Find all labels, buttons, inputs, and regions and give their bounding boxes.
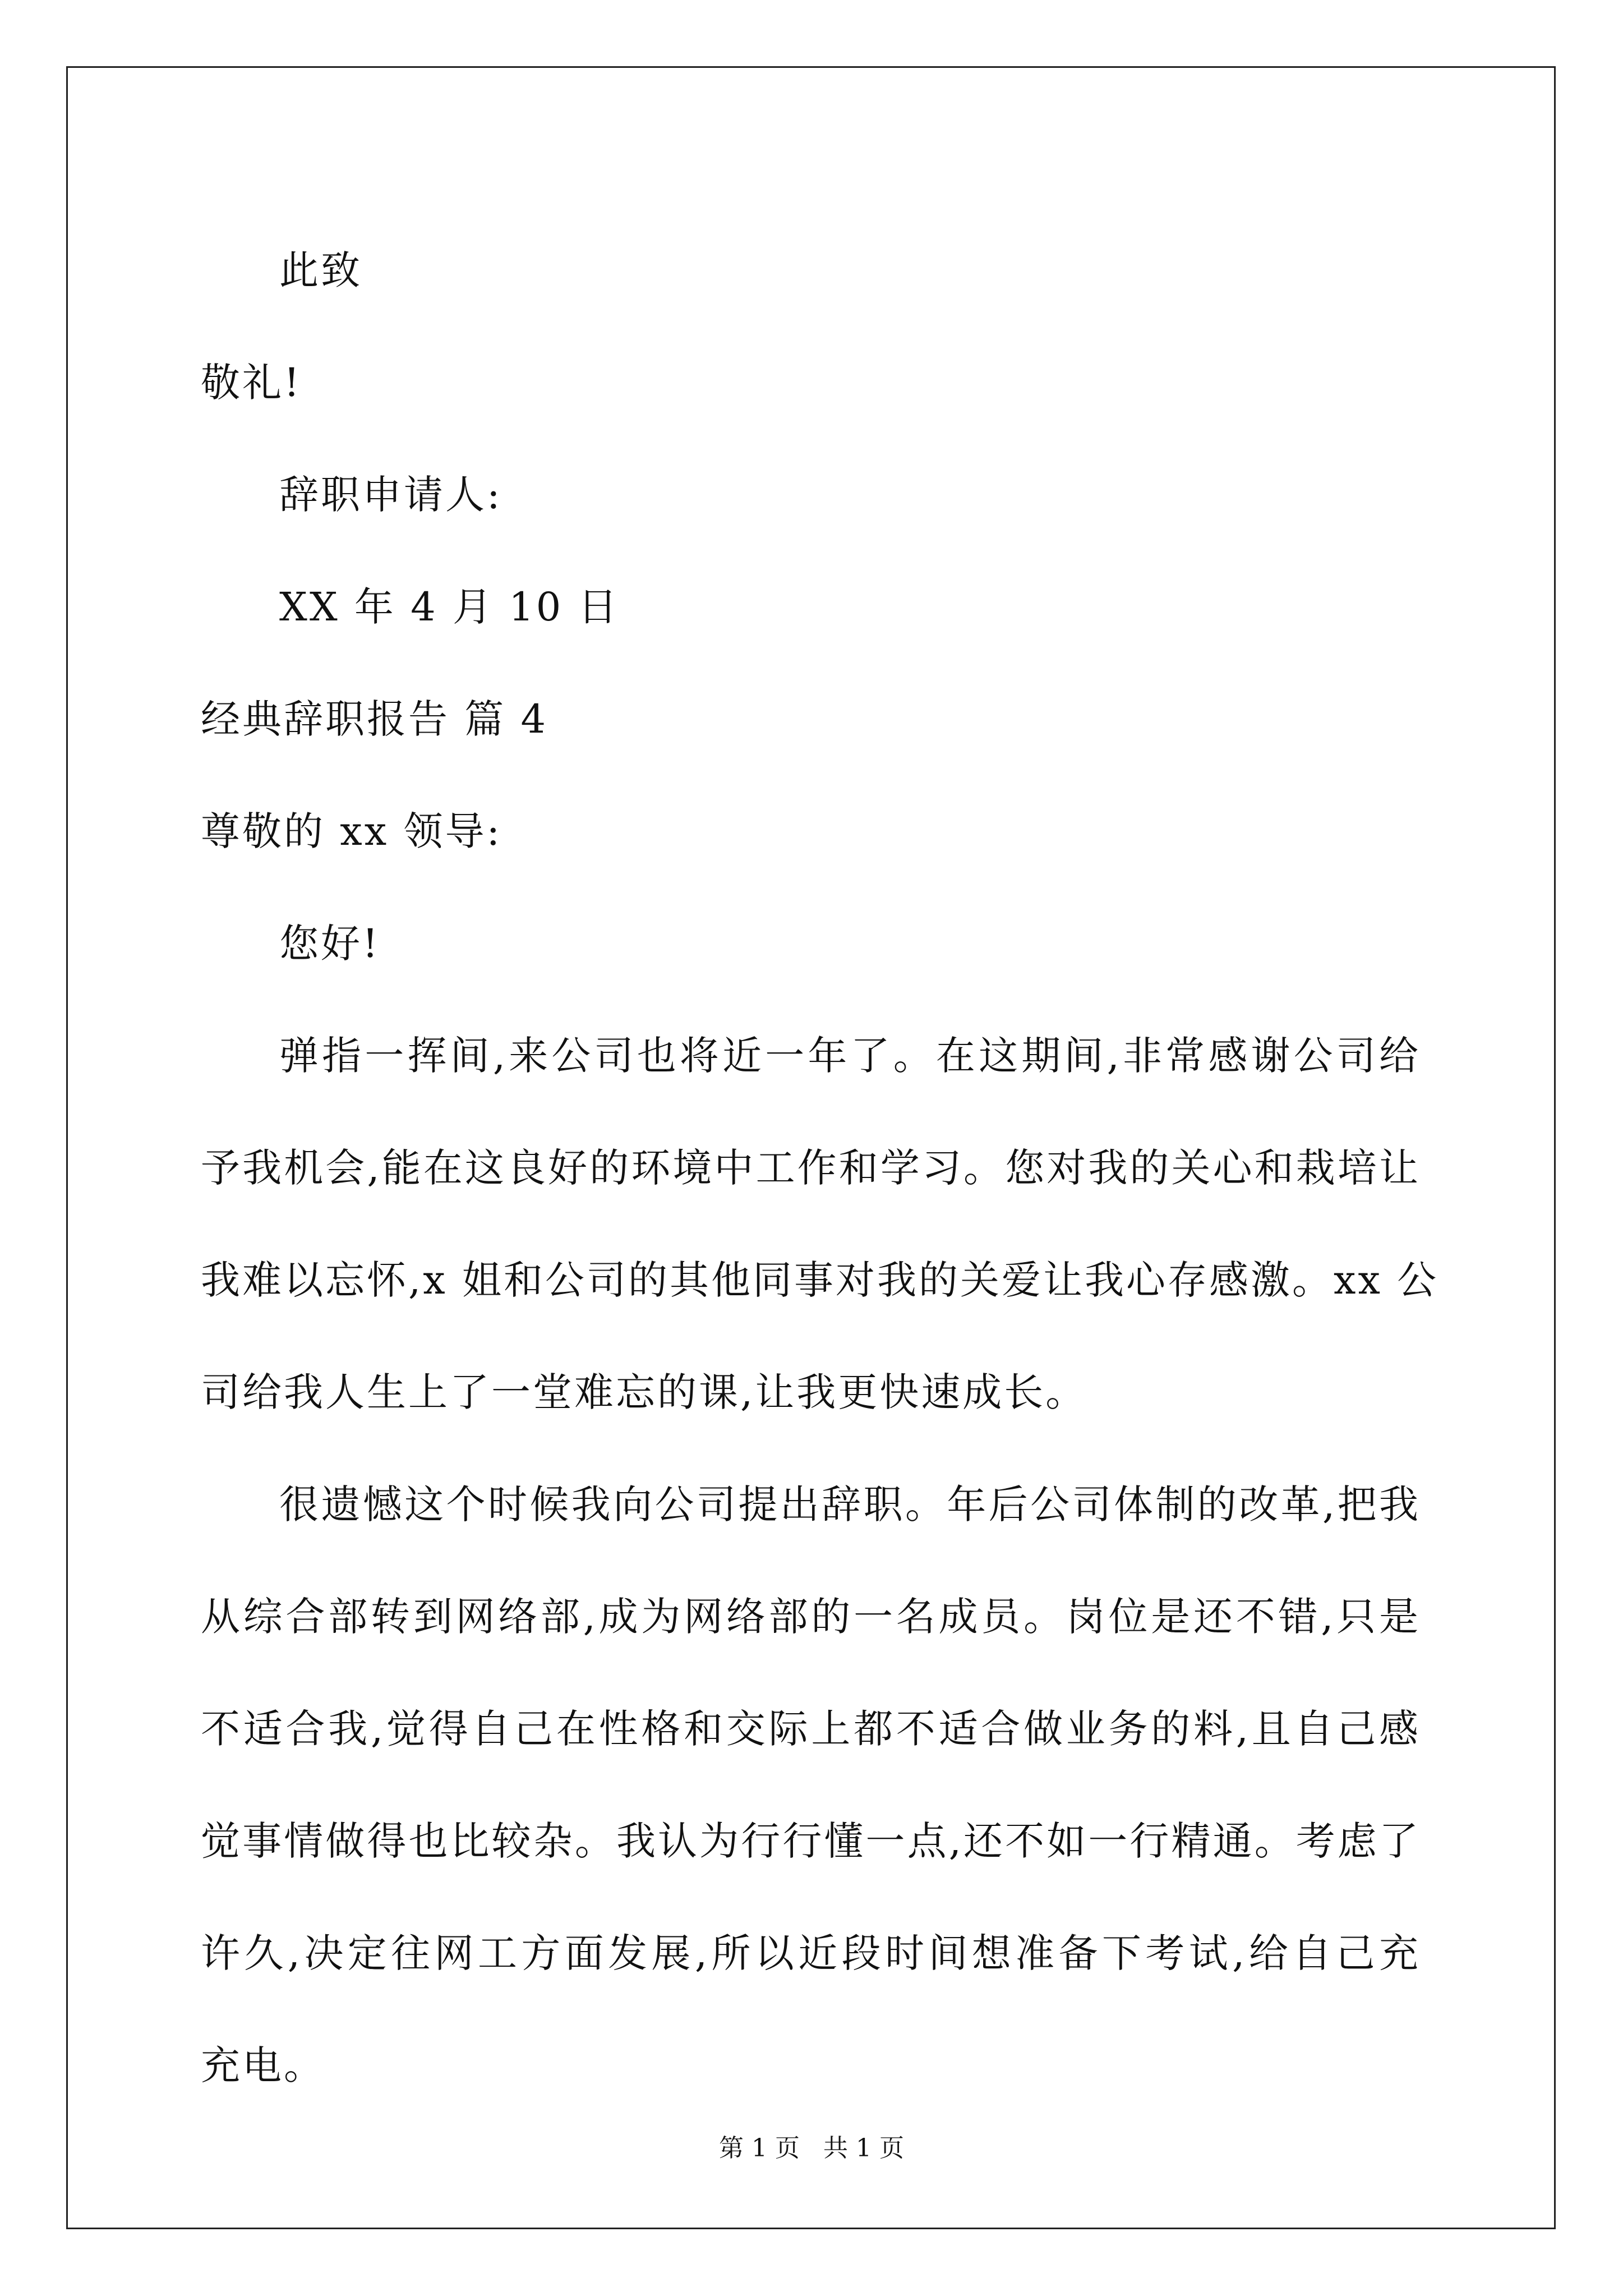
paragraph-line: 许久,决定往网工方面发展,所以近段时间想准备下考试,给自己充 (201, 1930, 1421, 1976)
paragraph-line: 从综合部转到网络部,成为网络部的一名成员。岗位是还不错,只是 (201, 1594, 1421, 1640)
paragraph-line: 司给我人生上了一堂难忘的课,让我更快速成长。 (201, 1369, 1087, 1415)
salute-line: 敬礼! (201, 360, 302, 406)
paragraph-line: 弹指一挥间,来公司也将近一年了。在这期间,非常感谢公司给 (279, 1033, 1421, 1079)
hello-line: 您好! (279, 921, 381, 967)
closing-line: 此致 (279, 247, 362, 293)
greeting-line: 尊敬的 xx 领导: (201, 808, 502, 854)
paragraph-1 (201, 1000, 1439, 1448)
paragraph-line: 很遗憾这个时候我向公司提出辞职。年后公司体制的改革,把我 (279, 1481, 1421, 1527)
section-title: 经典辞职报告 篇 4 (201, 696, 548, 742)
date-line: XX 年 4 月 10 日 (279, 584, 620, 630)
paragraph-line: 不适合我,觉得自己在性格和交际上都不适合做业务的料,且自己感 (201, 1706, 1421, 1752)
paragraph-line: 我难以忘怀,x 姐和公司的其他同事对我的关爱让我心存感激。xx 公 (201, 1257, 1439, 1303)
paragraph-line: 充电。 (201, 2042, 325, 2088)
paragraph-line: 予我机会,能在这良好的环境中工作和学习。您对我的关心和栽培让 (201, 1145, 1421, 1191)
document-body (201, 214, 1439, 2122)
paragraph-line: 觉事情做得也比较杂。我认为行行懂一点,还不如一行精通。考虑了 (201, 1818, 1421, 1864)
page-footer: 第 1 页 共 1 页 (719, 2134, 904, 2162)
signature-label: 辞职申请人: (279, 472, 502, 518)
paragraph-2 (201, 1448, 1421, 2122)
